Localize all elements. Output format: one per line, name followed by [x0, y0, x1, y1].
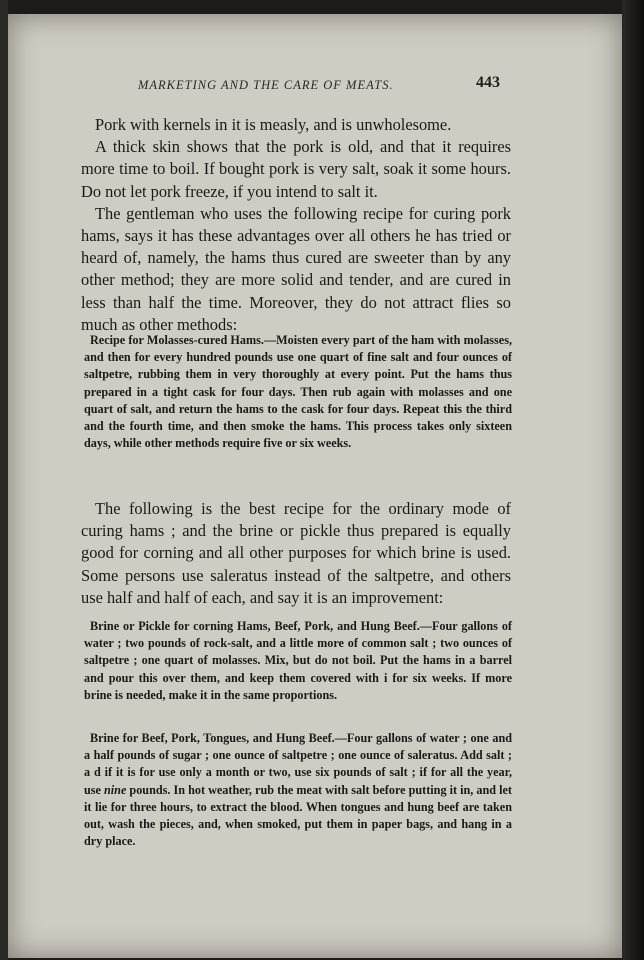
page-number: 443	[476, 74, 500, 91]
paragraph-measly: Pork with kernels in it is measly, and is unwholesome.	[95, 115, 452, 134]
recipe-brine-beef-body: —Four gallons of water ; one and a half pounds of sugar ; one ounce of saltpetre ; one ounce of saleratus. Add salt ; a d if it is for use only a month or two, use six pounds of salt ; if for all the year, use	[84, 731, 512, 797]
recipe-brine-beef-title: Brine for Beef, Pork, Tongues, and Hung Beef.	[90, 731, 335, 745]
recipe-molasses-body: —Moisten every part of the ham with molasses, and then for every hundred pounds use one quart of fine salt and four ounces of saltpetre, rubbing them in very thoroughly at every point. Put the hams thus prepared in a tight cask for four days. Then rub again with molasses and one quart of salt, and return the hams to the cask for four days. Repeat this the third and the fourth time, and then smoke the hams. This process takes only sixteen days, while other methods require five or six weeks.	[84, 333, 512, 451]
ordinary-curing-paragraph	[81, 498, 511, 609]
book-page	[8, 14, 622, 958]
intro-paragraphs	[81, 114, 511, 336]
recipe-brine-corning	[84, 618, 512, 704]
italic-nine: nine	[104, 782, 127, 797]
running-title: MARKETING AND THE CARE OF MEATS.	[138, 78, 394, 92]
recipe-brine-corning-title: Brine or Pickle for corning Hams, Beef, Pork, and Hung Beef.	[90, 619, 420, 633]
recipe-brine-beef	[84, 730, 512, 850]
paragraph-ordinary-mode: The following is the best recipe for the ordinary mode of curing hams ; and the brine or pickle thus prepared is equally good for corning and all other purposes for which brine is used. Some persons use saleratus instead of the saltpetre, and others use half and half of each, and say it is an improvement:	[81, 499, 511, 607]
recipe-brine-corning-body: —Four gallons of water ; two pounds of rock-salt, and a little more of common salt ; two ounces of saltpetre ; one quart of molasses. Mix, but do not boil. Put the hams in a barrel and pour this over them, and keep them covered with i for six weeks. If more brine is needed, make it in the same proportions.	[84, 619, 512, 702]
scan-left-edge	[0, 0, 8, 960]
recipe-molasses-hams	[84, 332, 512, 452]
recipe-brine-beef-body-end: pounds. In hot weather, rub the meat with salt before putting it in, and let it lie for three hours, to extract the blood. When tongues and hung beef are taken out, wash the pieces, and, when smoked, put them in paper bags, and hang in a dry place.	[84, 782, 512, 849]
scan-right-edge	[622, 0, 644, 960]
recipe-molasses-title: Recipe for Molasses-cured Hams.	[90, 333, 264, 347]
paragraph-gentleman: The gentleman who uses the following recipe for curing pork hams, says it has these advantages over all others he has tried or heard of, namely, the hams thus cured are sweeter than by any other method; they are more solid and tender, and are cured in less than half the time. Moreover, they do not attract flies so much as other methods:	[81, 203, 511, 334]
paragraph-thick-skin: A thick skin shows that the pork is old, and that it requires more time to boil. If bought pork is very salt, soak it some hours. Do not let pork freeze, if you intend to salt it.	[81, 137, 511, 201]
